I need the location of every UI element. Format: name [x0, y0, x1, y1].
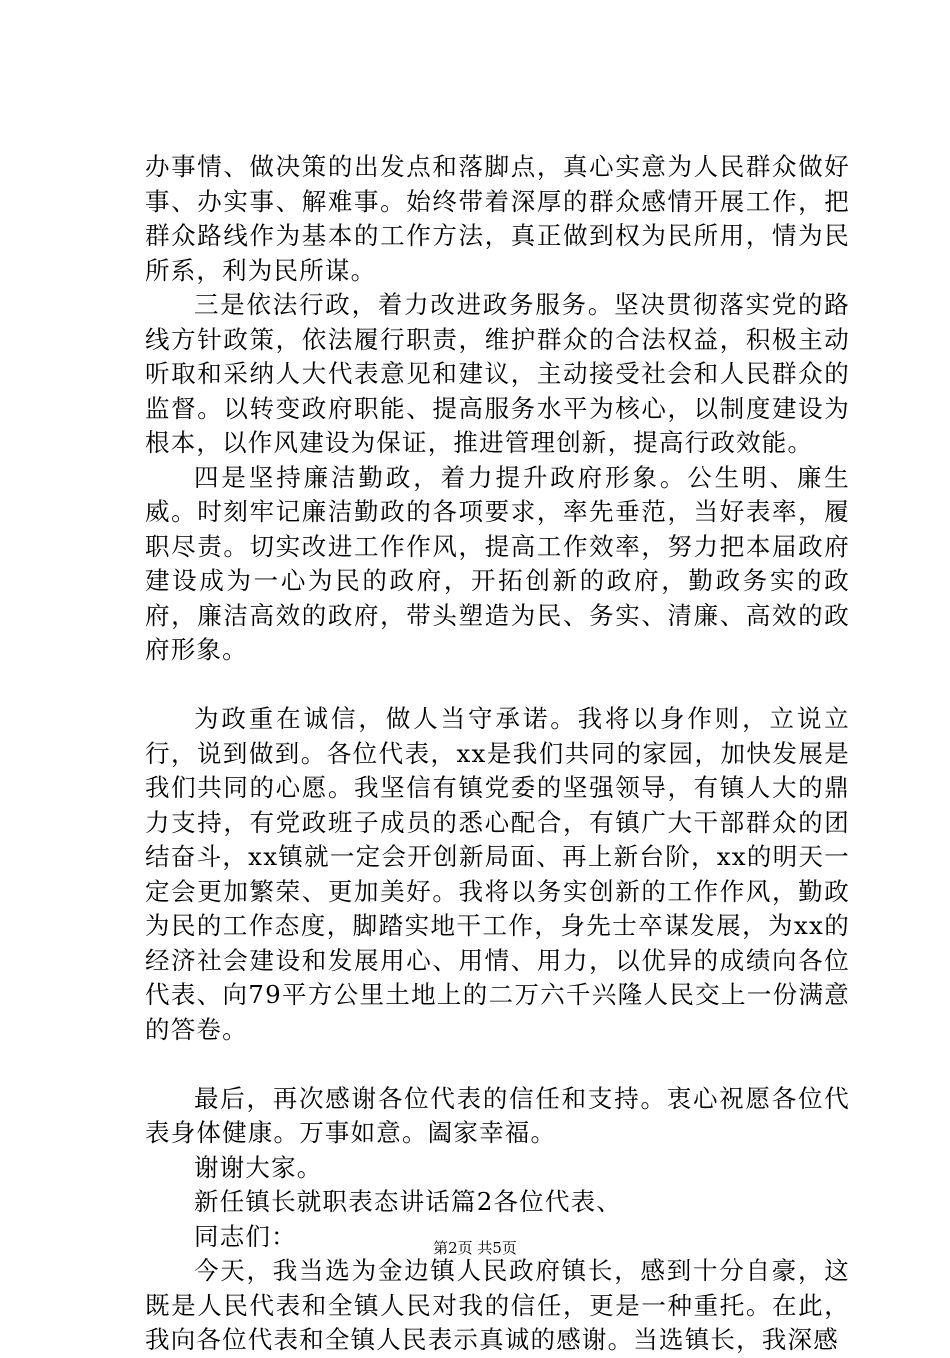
paragraph-rule-of-law: 三是依法行政，着力改进政务服务。坚决贯彻落实党的路线方针政策，依法履行职责，维护群众的合法权益，积极主动听取和采纳人大代表意见和建议，主动接受社会和人民群众的监督。以转变政府职能、提高服务水平为核心，以制度建设为根本，以作风建设为保证，推进管理创新，提高行政效能。: [145, 290, 850, 457]
page-number-footer: 第2页 共5页: [433, 1239, 517, 1257]
paragraph-salutation: 同志们：: [194, 1221, 297, 1251]
paragraph-gap: [145, 668, 850, 703]
document-body: [145, 150, 850, 1358]
paragraph-gap: [145, 1047, 850, 1082]
paragraph-opening: 今天，我当选为金边镇人民政府镇长，感到十分自豪，这既是人民代表和全镇人民对我的信任，更是一种重托。在此，我向各位代表和全镇人民表示真诚的感谢。当选镇长，我深感: [145, 1256, 850, 1354]
paragraph-integrity-promise: 为政重在诚信，做人当守承诺。我将以身作则，立说立行，说到做到。各位代表，xx是我们共同的家园，加快发展是我们共同的心愿。我坚信有镇党委的坚强领导，有镇人大的鼎力支持，有党政班子成员的悉心配合，有镇广大干部群众的团结奋斗，xx镇就一定会开创新局面、再上新台阶，xx的明天一定会更加繁荣、更加美好。我将以务实创新的工作作风，勤政为民的工作态度，脚踏实地干工作，身先士卒谋发展，为xx的经济社会建设和发展用心、用情、用力，以优异的成绩向各位代表、向79平方公里土地上的二万六千兴隆人民交上一份满意的答卷。: [145, 704, 850, 1044]
paragraph-closing-thanks: 最后，再次感谢各位代表的信任和支持。衷心祝愿各位代表身体健康。万事如意。阖家幸福。: [145, 1083, 850, 1147]
paragraph-continuation: 办事情、做决策的出发点和落脚点，真心实意为人民群众做好事、办实事、解难事。始终带着深厚的群众感情开展工作，把群众路线作为基本的工作方法，真正做到权为民所用，情为民所系，利为民所谋。: [145, 152, 850, 285]
paragraph-section-title: 新任镇长就职表态讲话篇2各位代表、: [194, 1187, 622, 1216]
paragraph-integrity: 四是坚持廉洁勤政，着力提升政府形象。公生明、廉生威。时刻牢记廉洁勤政的各项要求，率先垂范，当好表率，履职尽责。切实改进工作作风，提高工作效率，努力把本届政府建设成为一心为民的政府，开拓创新的政府，勤政务实的政府，廉洁高效的政府，带头塑造为民、务实、清廉、高效的政府形象。: [145, 462, 850, 664]
paragraph-thank-you: 谢谢大家。: [194, 1152, 323, 1182]
